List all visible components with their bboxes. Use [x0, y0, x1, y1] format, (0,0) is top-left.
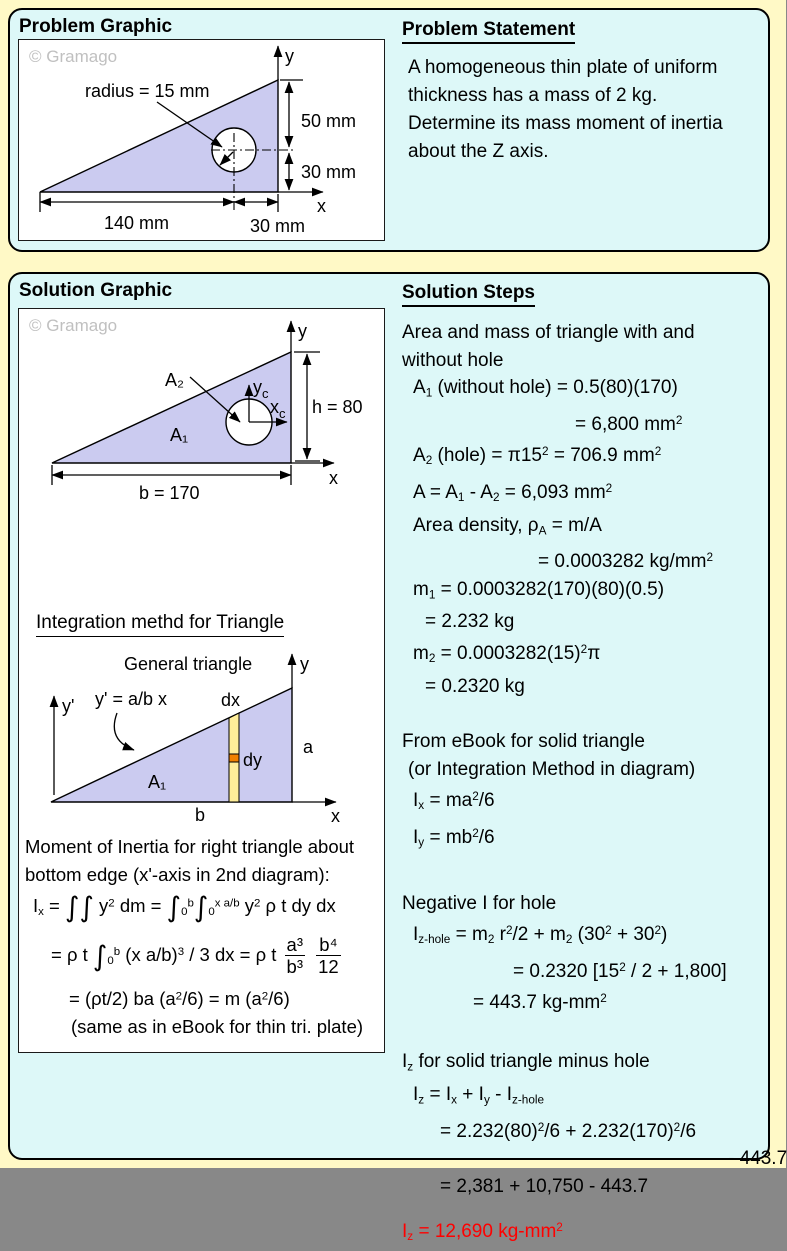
b-side-label: b — [195, 805, 206, 825]
problem-panel — [8, 8, 770, 252]
problem-statement — [402, 19, 774, 166]
y-axis — [291, 321, 307, 352]
solution-graphic-title: Solution Graphic — [19, 280, 173, 301]
step-line-2: $A_1$ (without hole) = 0.5(80)(170) — [413, 377, 678, 400]
final-answer: $I_z = 12,690$ $kg-mm^2$ — [402, 1221, 563, 1244]
problem-graphic-box — [18, 39, 385, 241]
solution-steps-title: Solution Steps — [402, 282, 780, 307]
step-line-3: = 6,800 $mm^2$ — [575, 413, 683, 435]
step-line-1: without hole — [402, 349, 504, 371]
y-axis — [278, 46, 294, 80]
problem-statement-title: Problem Statement — [402, 19, 774, 44]
radius-label: radius = 15 mm — [85, 81, 210, 101]
statement-line: thickness has a mass of 2 kg. — [408, 85, 658, 106]
solution-diagram-1 — [19, 309, 383, 524]
y-axis-label: y — [300, 654, 309, 674]
integration-formula-3: = (ρt/2) ba $(a^2/6) = m$ $(a^2/6)$ — [69, 988, 290, 1009]
statement-line: about the Z axis. — [408, 141, 549, 162]
solution-steps — [402, 282, 787, 1251]
solution-graphic-box — [18, 308, 385, 1053]
step-line-16: Negative I for hole — [402, 892, 557, 914]
problem-diagram — [19, 40, 383, 239]
a1-label: A₁ — [170, 425, 189, 445]
integration-formula-1: $I_x$ = ∫∫ $y^2$ dm = $\int_0^b\int_0^{x a/b}$ $y^2$ ρ t dy dx — [33, 890, 336, 924]
x-axis-label: x — [317, 196, 326, 216]
dim-h-label: h = 80 — [312, 397, 363, 417]
dim-b — [52, 465, 291, 503]
a-side-label: a — [303, 737, 314, 757]
yprime-axis-label: y' — [62, 696, 75, 716]
step-line-5: $A = A_1 - A_2 = 6,093$ $mm^2$ — [413, 481, 613, 505]
y-axis — [292, 654, 309, 688]
solution-diagram-2 — [19, 639, 383, 831]
moment-text-line1: Moment of Inertia for right triangle about — [25, 836, 355, 857]
dim-140mm-label: 140 mm — [104, 213, 170, 233]
line-equation-label: y' = a/b x — [95, 689, 167, 709]
step-line-11: = 0.2320 kg — [425, 675, 525, 697]
step-line-14: $I_x = ma^2/6$ — [413, 790, 495, 813]
dim-30mm-right-label: 30 mm — [301, 162, 357, 182]
step-line-22: = $2.232(80)^2/6 + 2.232(170)^2/6$ — [440, 1120, 697, 1142]
integration-formula-note: (same as in eBook for thin tri. plate) — [71, 1016, 364, 1037]
dy-element — [229, 754, 239, 762]
step-line-13: (or Integration Method in diagram) — [408, 758, 696, 780]
step-line-12: From eBook for solid triangle — [402, 731, 645, 753]
y-axis-label: y — [285, 46, 294, 66]
yc-axis-label: $y_c$ — [253, 377, 269, 401]
watermark: © Gramago — [29, 47, 118, 66]
step-line-15: $I_y = mb^2/6$ — [413, 826, 495, 849]
dim-b-label: b = 170 — [139, 483, 200, 503]
a2-label: A₂ — [165, 370, 184, 390]
step-line-23: - 443.7 — [728, 1148, 787, 1170]
problem-graphic-title: Problem Graphic — [19, 16, 173, 37]
y-axis-label: y — [298, 321, 307, 341]
step-line-9: = 2.232 kg — [425, 611, 515, 633]
dim-bottom — [40, 192, 305, 236]
dx-label: dx — [221, 690, 241, 710]
xc-axis-label: $x_c$ — [270, 397, 286, 421]
x-axis-label: x — [331, 806, 340, 826]
integration-formula-2: = ρ t $\int_0^b$ (x a/b)$^3$ / 3 dx = ρ t $\frac{\text{a³}}{\text{b³}}$ $\frac{\text{b⁴}}{12}$ — [51, 934, 339, 978]
problem-statement-text — [402, 54, 774, 166]
dim-30mm-bottom-label: 30 mm — [250, 216, 306, 236]
solution-steps-list — [402, 319, 787, 1251]
dim-30mm-right — [289, 153, 356, 190]
step-line-17: $I_{z-hole} = m_2$ $r^2/2 + m_2$ $(30^2 + 30^2)$ — [413, 923, 668, 947]
watermark: © Gramago — [29, 316, 118, 335]
solution-panel — [8, 272, 787, 1244]
x-axis — [291, 463, 338, 488]
step-line-8: $m_1 = 0.0003282(170)(80)(0.5)$ — [413, 578, 665, 601]
step-line-4: $A_2$ (hole) = $\pi 15^2 = 706.9$ $mm^2$ — [413, 445, 662, 468]
general-triangle — [51, 688, 292, 802]
dim-h — [294, 352, 363, 461]
step-line-18: = 0.2320 $[15^2 / 2 + 1,800]$ — [513, 960, 727, 982]
step-line-24: = 2,381 + 10,750 - 443.7 — [440, 1175, 649, 1197]
dim-50mm — [280, 80, 356, 147]
statement-line: Determine its mass moment of inertia — [408, 113, 723, 134]
step-line-21: $I_z = I_x + I_y - I_{z-hole}$ — [413, 1084, 545, 1107]
step-line-10: $m_2 = 0.0003282(15)^2\pi$ — [413, 642, 601, 666]
step-line-20: $I_z$ for solid triangle minus hole — [402, 1051, 650, 1074]
diagram2-subtitle: General triangle — [124, 654, 253, 674]
moment-text-line2: bottom edge (x'-axis in 2nd diagram): — [25, 864, 330, 885]
x-axis — [292, 802, 340, 826]
step-line-7: = 0.0003282 $kg/mm^2$ — [538, 551, 714, 573]
step-line-19: = 443.7 $kg-mm^2$ — [473, 991, 607, 1013]
hypotenuse-equation — [95, 689, 167, 750]
statement-line: A homogeneous thin plate of uniform — [408, 57, 718, 78]
dy-label: dy — [243, 750, 263, 770]
step-line-0: Area and mass of triangle with and — [402, 322, 695, 343]
a1-label: A₁ — [148, 772, 167, 792]
x-axis-label: x — [329, 468, 338, 488]
integration-heading: Integration methd for Triangle — [36, 612, 284, 637]
dim-50mm-label: 50 mm — [301, 111, 357, 131]
step-line-6: Area density, $\rho_A = m/A$ — [413, 514, 602, 537]
x-axis — [278, 192, 326, 216]
yprime-axis — [54, 696, 74, 795]
